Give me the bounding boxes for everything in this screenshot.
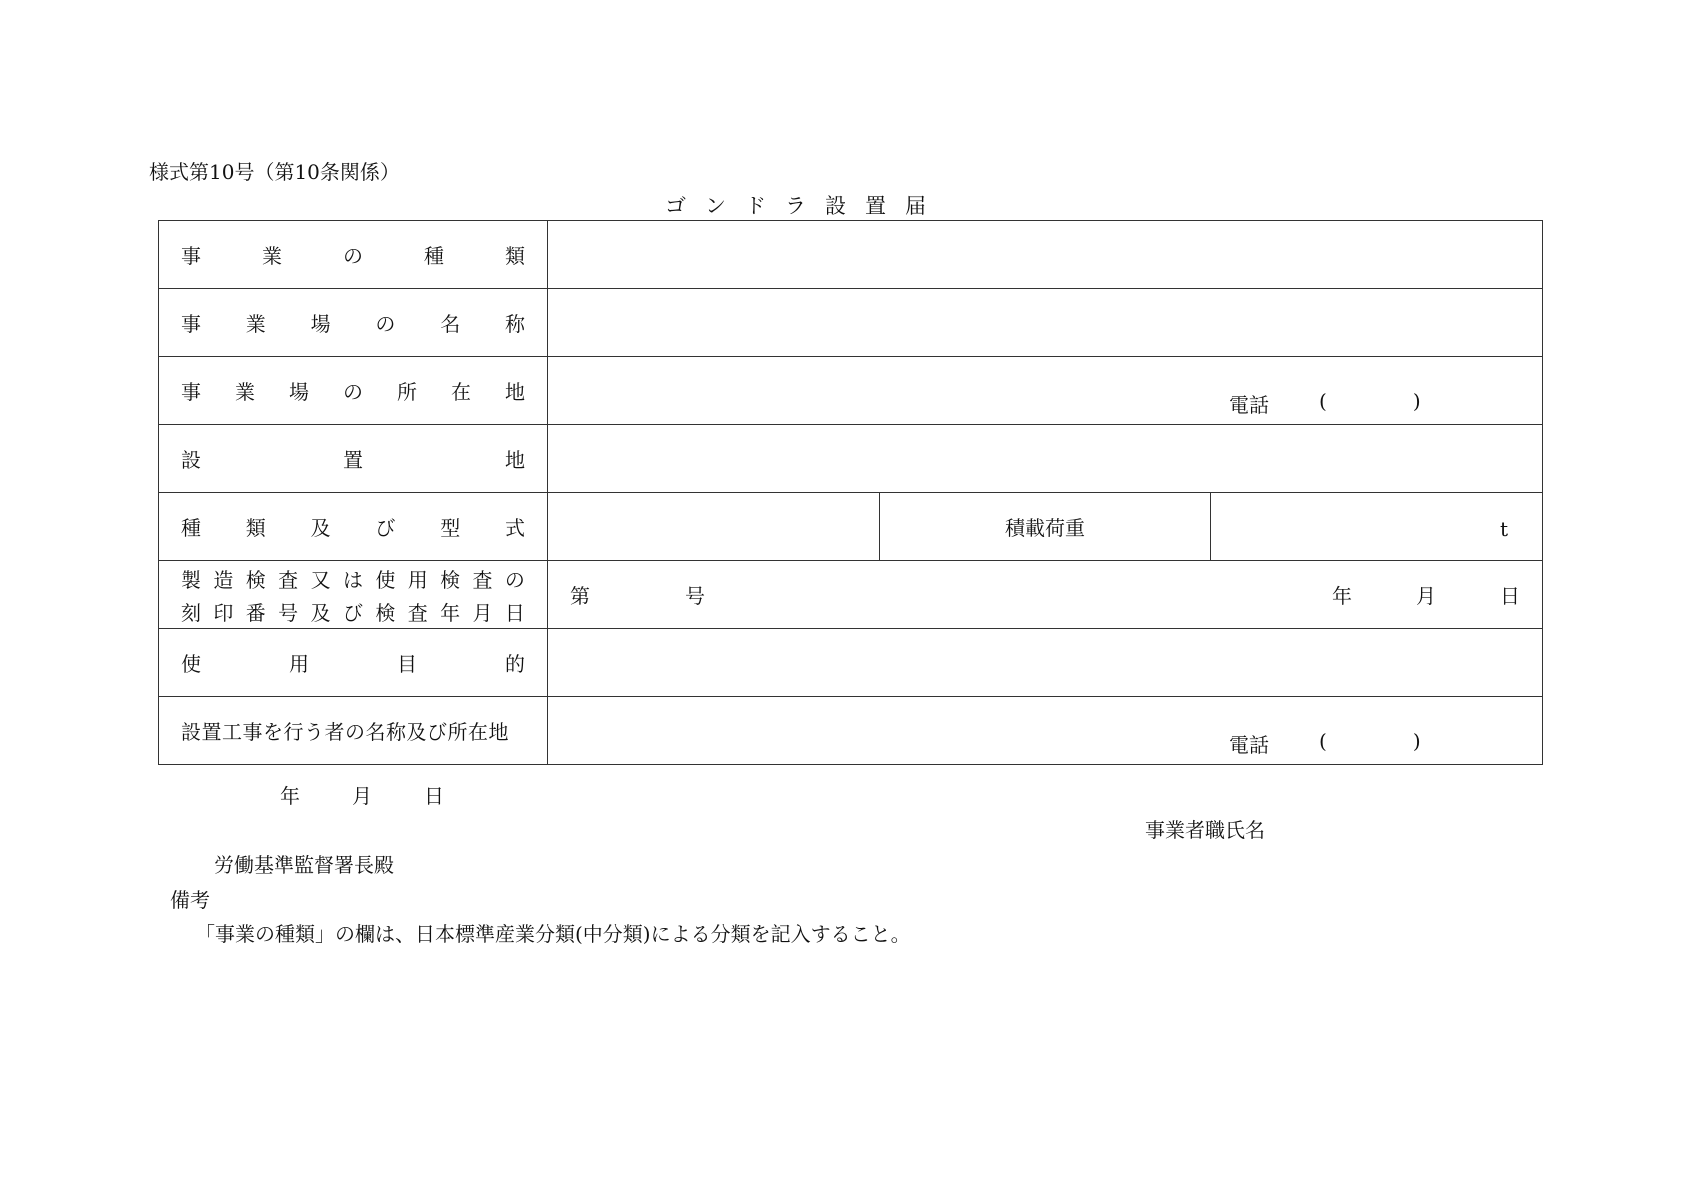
inspection-no-suffix: 号	[685, 584, 705, 608]
field-business-type[interactable]	[548, 221, 1543, 289]
submission-day: 日	[424, 784, 444, 808]
load-unit: t	[1499, 517, 1508, 541]
label-char: 設	[181, 448, 201, 472]
label-char: 称	[504, 312, 525, 336]
label-char: 類	[505, 244, 525, 268]
remarks-title: 備考	[170, 888, 210, 912]
label-char: 査	[407, 600, 428, 625]
label-char: の	[343, 244, 363, 268]
label-char: 用	[289, 652, 309, 676]
label-char: 使	[375, 567, 396, 592]
remarks-text: 「事業の種類」の欄は、日本標準産業分類(中分類)による分類を記入すること。	[195, 922, 911, 946]
label-char: 所	[397, 380, 417, 404]
label-char: 地	[505, 448, 525, 472]
label-char: 製	[181, 567, 201, 592]
label-char: 置	[343, 448, 363, 472]
row-workplace-location	[159, 357, 1543, 425]
label-char: 刻	[181, 600, 201, 625]
phone-line	[1229, 729, 1421, 758]
label-char: 用	[407, 567, 428, 592]
row-purpose	[159, 629, 1543, 697]
label-char: 又	[310, 567, 331, 592]
phone-label: 電話	[1229, 393, 1269, 417]
label-char: 事	[181, 380, 201, 404]
label-char: 地	[505, 380, 525, 404]
phone-open-paren: (	[1319, 389, 1327, 413]
label-installer: 設置工事を行う者の名称及び所在地	[159, 697, 548, 765]
label-install-site	[159, 425, 548, 493]
label-char: 及	[310, 600, 331, 625]
label-char: の	[375, 312, 396, 336]
label-purpose	[159, 629, 548, 697]
phone-open-paren: (	[1319, 729, 1327, 753]
label-char: 使	[181, 652, 201, 676]
label-char: 業	[235, 380, 255, 404]
inspection-month: 月	[1416, 584, 1436, 608]
inspection-day: 日	[1500, 584, 1520, 608]
label-business-type	[159, 221, 548, 289]
field-model[interactable]	[548, 493, 880, 561]
field-install-site[interactable]	[548, 425, 1543, 493]
label-char: 査	[278, 567, 299, 592]
field-workplace-location[interactable]	[548, 357, 1543, 425]
label-char: 場	[310, 312, 331, 336]
label-char: の	[504, 567, 525, 592]
label-char: 検	[375, 600, 396, 625]
label-char: 番	[245, 600, 266, 625]
label-model	[159, 493, 548, 561]
employer-name-label: 事業者職氏名	[1145, 818, 1265, 842]
label-inspection	[159, 561, 548, 629]
label-char: 日	[504, 600, 525, 625]
label-char: び	[342, 600, 363, 625]
inspection-no-prefix: 第	[570, 584, 590, 608]
field-inspection[interactable]	[548, 561, 1543, 629]
label-char: 場	[289, 380, 309, 404]
inspection-year: 年	[1332, 584, 1352, 608]
phone-line	[1229, 389, 1421, 418]
label-char: 目	[397, 652, 417, 676]
label-char: 印	[213, 600, 234, 625]
label-char: 式	[504, 516, 525, 540]
label-char: 検	[440, 567, 461, 592]
row-installer	[159, 697, 1543, 765]
label-char: 名	[440, 312, 461, 336]
label-char: 類	[245, 516, 266, 540]
submission-year: 年	[280, 784, 300, 808]
phone-label: 電話	[1229, 733, 1269, 757]
row-business-type	[159, 221, 1543, 289]
label-char: 査	[472, 567, 493, 592]
label-char: 型	[440, 516, 461, 540]
form-number: 様式第10号（第10条関係）	[149, 160, 400, 184]
phone-close-paren: )	[1412, 389, 1421, 413]
label-char: 及	[310, 516, 331, 540]
label-char: 年	[440, 600, 461, 625]
label-char: 検	[245, 567, 266, 592]
row-workplace-name	[159, 289, 1543, 357]
application-form-table	[158, 220, 1543, 765]
label-load-capacity: 積載荷重	[879, 493, 1211, 561]
submission-date	[280, 780, 444, 809]
field-purpose[interactable]	[548, 629, 1543, 697]
addressee: 労働基準監督署長殿	[214, 853, 394, 877]
label-char: 事	[181, 312, 201, 336]
row-inspection	[159, 561, 1543, 629]
label-workplace-location	[159, 357, 548, 425]
row-install-site	[159, 425, 1543, 493]
row-model	[159, 493, 1543, 561]
label-char: 号	[278, 600, 299, 625]
form-title: ゴンドラ設置届	[665, 194, 945, 218]
label-workplace-name	[159, 289, 548, 357]
label-char: は	[342, 567, 363, 592]
label-char: 造	[213, 567, 234, 592]
label-char: 的	[505, 652, 525, 676]
phone-close-paren: )	[1412, 729, 1421, 753]
label-char: の	[343, 380, 363, 404]
field-installer[interactable]	[548, 697, 1543, 765]
field-load-capacity[interactable]	[1211, 493, 1543, 561]
label-char: 在	[451, 380, 471, 404]
label-char: び	[375, 516, 396, 540]
submission-month: 月	[352, 784, 372, 808]
label-char: 月	[472, 600, 493, 625]
field-workplace-name[interactable]	[548, 289, 1543, 357]
label-char: 事	[181, 244, 201, 268]
label-char: 業	[245, 312, 266, 336]
label-char: 業	[262, 244, 282, 268]
label-char: 種	[424, 244, 444, 268]
label-char: 種	[181, 516, 201, 540]
